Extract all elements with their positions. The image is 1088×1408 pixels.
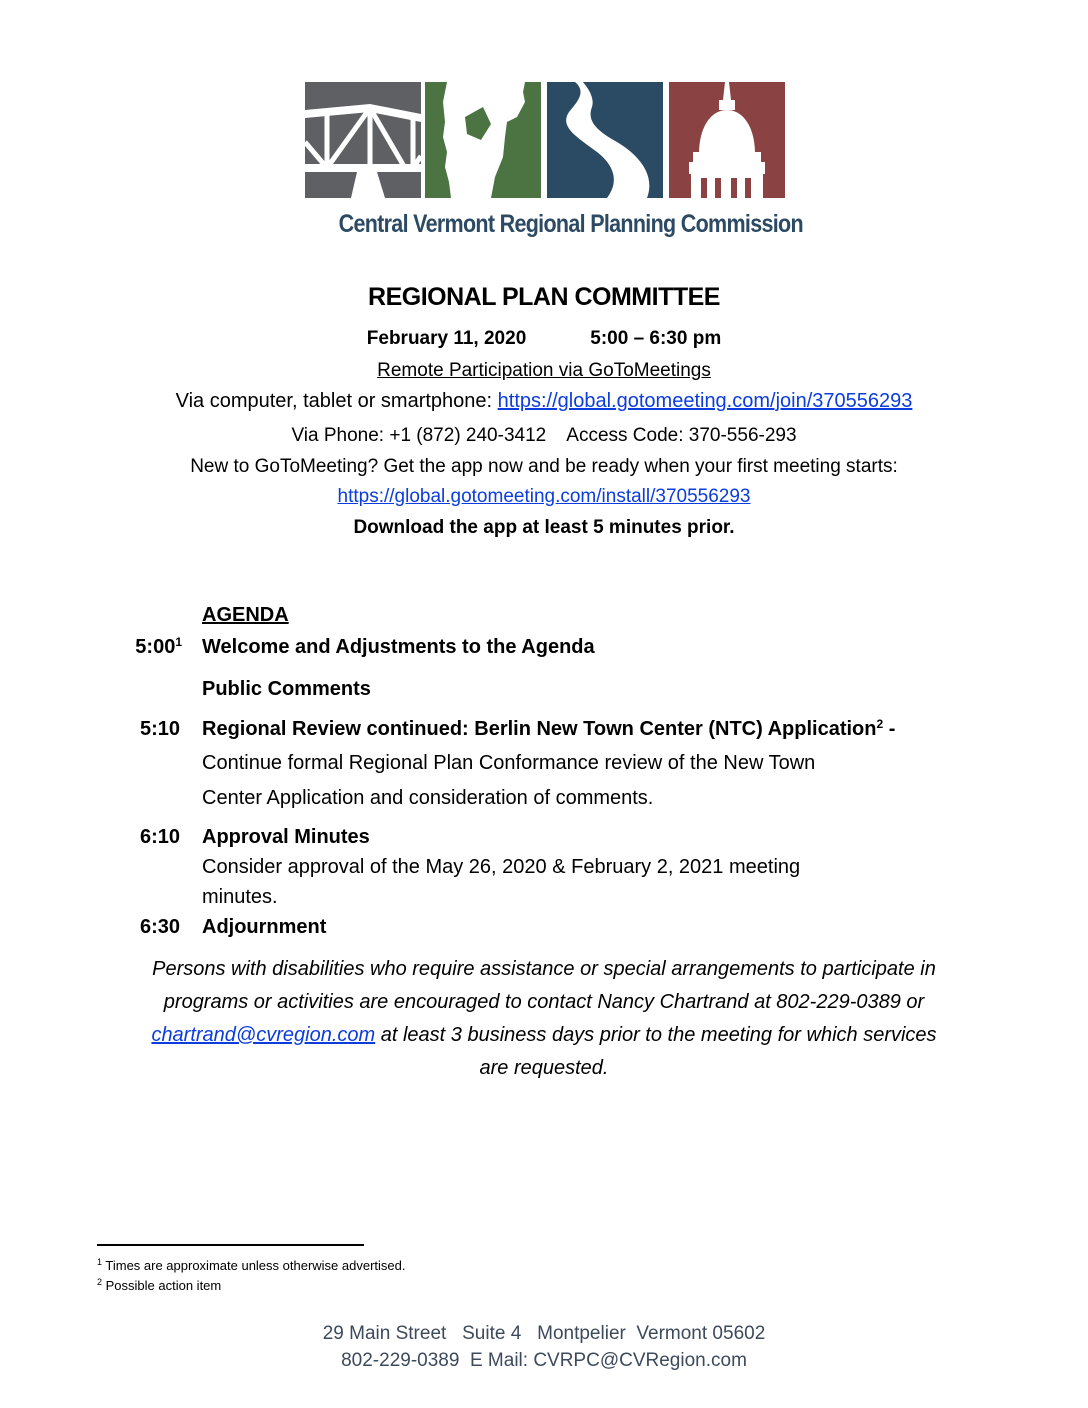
- agenda-time: 5:10: [139, 718, 180, 740]
- install-app-link[interactable]: https://global.gotomeeting.com/install/370556293: [337, 486, 751, 507]
- vermont-map-icon: [425, 82, 541, 198]
- page-title: REGIONAL PLAN COMMITTEE: [368, 283, 720, 311]
- capitol-dome-icon: [669, 82, 785, 198]
- accessibility-notice-line: Persons with disabilities who require assistance or special arrangements to participate in: [152, 958, 936, 980]
- agenda-heading: AGENDA: [202, 604, 289, 626]
- footnote-divider: [97, 1244, 364, 1246]
- footer-contact: 802-229-0389 E Mail: CVRPC@CVRegion.com: [341, 1350, 747, 1371]
- agenda-item-description: Continue formal Regional Plan Conformance review of the New Town: [202, 752, 816, 774]
- accessibility-notice-line: are requested.: [479, 1057, 609, 1079]
- meeting-date: February 11, 2020: [366, 328, 527, 349]
- agenda-item-title: Welcome and Adjustments to the Agenda: [202, 636, 595, 658]
- accessibility-notice-line: chartrand@cvregion.com at least 3 business days prior to the meeting for which services: [151, 1024, 937, 1046]
- agenda-item-title: Public Comments: [202, 678, 371, 700]
- phone-access-line: Via Phone: +1 (872) 240-3412 Access Code: 370-556-293: [291, 425, 797, 446]
- accessibility-notice-line: programs or activities are encouraged to contact Nancy Chartrand at 802-229-0389 or: [163, 991, 925, 1013]
- meeting-datetime: [0, 328, 1088, 350]
- contact-email-link[interactable]: chartrand@cvregion.com: [151, 1024, 376, 1046]
- agenda-item-description: Center Application and consideration of comments.: [202, 787, 654, 809]
- new-user-line: New to GoToMeeting? Get the app now and be ready when your first meeting starts:: [190, 456, 898, 477]
- download-note: Download the app at least 5 minutes prior.: [353, 517, 735, 538]
- install-line: [0, 486, 1088, 508]
- agenda-item-title: Regional Review continued: Berlin New Town Center (NTC) Application$^2$ -: [202, 717, 896, 740]
- agenda-item-description: Consider approval of the May 26, 2020 & February 2, 2021 meeting: [202, 856, 801, 878]
- agenda-item-description: minutes.: [202, 886, 278, 908]
- river-icon: [547, 82, 663, 198]
- agenda-item-title: Adjournment: [202, 916, 327, 938]
- computer-access-line: [0, 390, 1088, 413]
- computer-access-label: Via computer, tablet or smartphone:: [175, 390, 498, 412]
- agenda-time: $5:00^1$: [135, 635, 182, 658]
- join-meeting-link[interactable]: https://global.gotomeeting.com/join/370556293: [497, 390, 913, 412]
- agenda-time: 6:10: [139, 826, 180, 848]
- footnote: $^1$ Times are approximate unless otherwise advertised.: [97, 1257, 406, 1273]
- agenda-item-title: Approval Minutes: [202, 826, 370, 848]
- footer-address: 29 Main Street Suite 4 Montpelier Vermont 05602: [322, 1323, 766, 1344]
- bridge-icon: [305, 82, 421, 198]
- agenda-time: 6:30: [139, 916, 180, 938]
- footnote: $^2$ Possible action item: [97, 1277, 222, 1293]
- org-name: Central Vermont Regional Planning Commission: [338, 210, 803, 238]
- meeting-time: 5:00 – 6:30 pm: [590, 328, 722, 349]
- cvrpc-logo: [305, 82, 803, 242]
- remote-heading: Remote Participation via GoToMeetings: [377, 360, 711, 381]
